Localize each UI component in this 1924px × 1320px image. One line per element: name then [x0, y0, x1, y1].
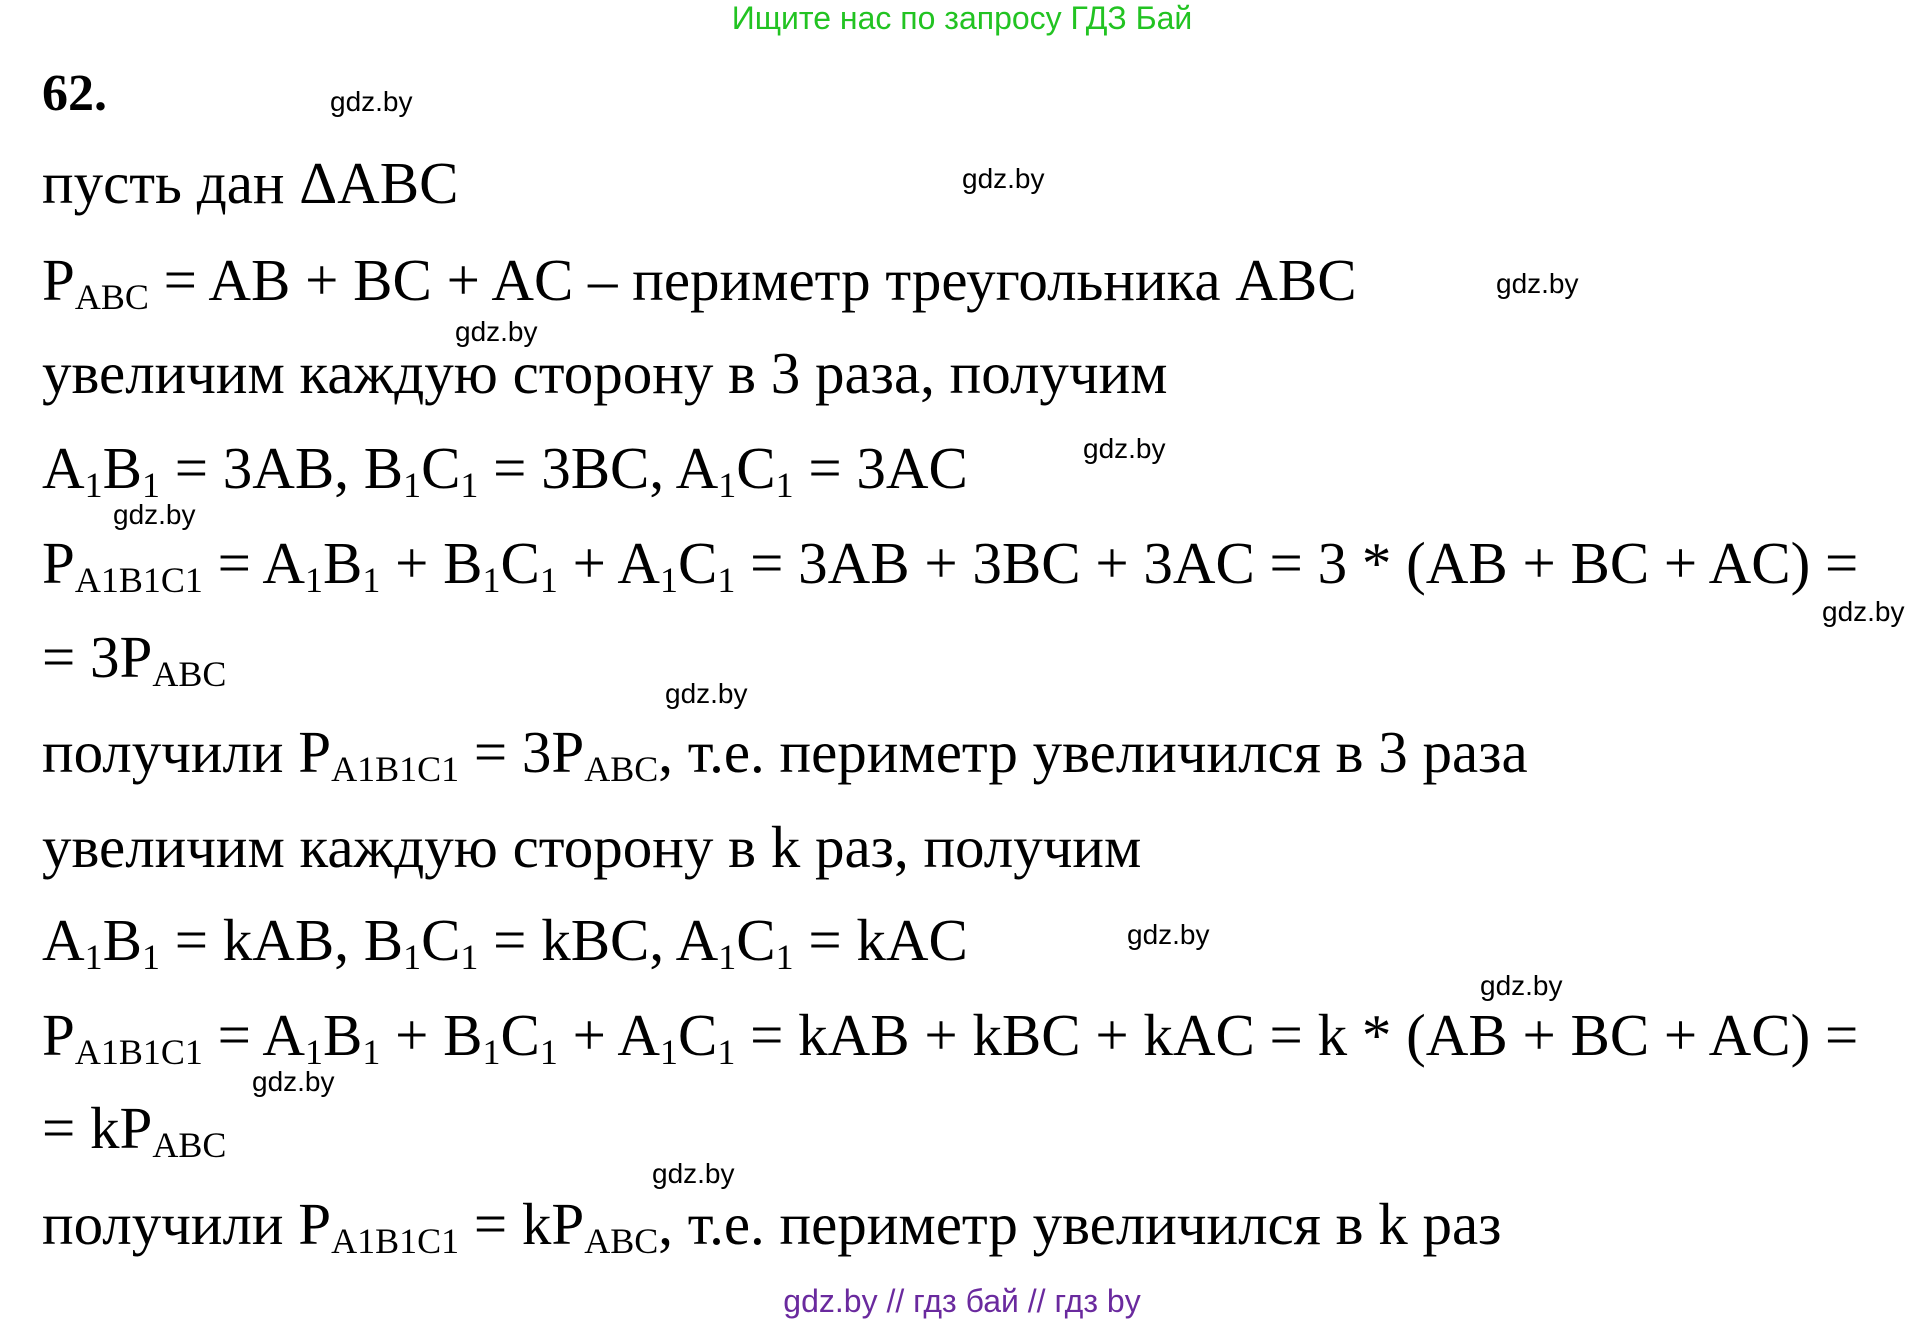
text-segment: = kBC, A — [478, 907, 719, 973]
text-segment: увеличим каждую сторону в 3 раза, получим — [42, 340, 1168, 406]
text-segment: получили P — [42, 719, 332, 785]
problem-number: 62. — [42, 65, 107, 122]
text-line — [42, 1002, 1859, 1072]
subscript: ABC — [74, 277, 149, 317]
subscript: 1 — [775, 465, 794, 505]
text-segment: B — [323, 530, 363, 596]
subscript: 1 — [305, 560, 323, 600]
subscript: ABC — [584, 749, 659, 789]
watermark: gdz.by — [1127, 919, 1210, 950]
text-segment: = 3P — [459, 719, 585, 785]
subscript: 1 — [403, 937, 422, 977]
watermark: gdz.by — [665, 678, 748, 709]
text-line — [42, 435, 968, 505]
text-segment: C — [500, 1002, 540, 1068]
text-segment: = kAB + kBC + kAC = k * (AB + BC + AC) = — [735, 1002, 1859, 1068]
text-line — [42, 719, 1528, 789]
text-segment: C — [678, 1002, 718, 1068]
text-segment: C — [500, 530, 540, 596]
footer-links: gdz.by // гдз бай // гдз by — [783, 1283, 1141, 1319]
text-segment: C — [736, 907, 776, 973]
subscript: 1 — [718, 937, 737, 977]
text-line — [42, 814, 1142, 880]
text-segment: = kAB, B — [159, 907, 404, 973]
subscript: 1 — [482, 560, 501, 600]
text-segment: = kAC — [793, 907, 968, 973]
subscript: A1B1C1 — [331, 1221, 460, 1261]
text-line — [42, 530, 1859, 600]
subscript: 1 — [84, 465, 103, 505]
text-segment: + A — [557, 530, 660, 596]
watermark: gdz.by — [252, 1066, 335, 1097]
subscript: 1 — [362, 560, 381, 600]
text-line — [42, 624, 227, 694]
text-segment: C — [421, 907, 461, 973]
subscript: 1 — [141, 937, 160, 977]
subscript: 1 — [403, 465, 422, 505]
watermark: gdz.by — [1822, 596, 1905, 627]
subscript: 1 — [539, 1032, 558, 1072]
text-line — [42, 150, 459, 216]
text-segment: + B — [380, 1002, 483, 1068]
text-segment: A — [42, 435, 85, 501]
subscript: 1 — [660, 560, 678, 600]
text-segment: = 3BC, A — [478, 435, 719, 501]
text-segment: C — [421, 435, 461, 501]
subscript: 1 — [460, 465, 479, 505]
text-segment: + B — [380, 530, 483, 596]
text-segment: P — [42, 530, 75, 596]
text-segment: = AB + BC + AC – периметр треугольника ABC — [148, 247, 1357, 313]
text-segment: C — [678, 530, 718, 596]
subscript: ABC — [152, 654, 227, 694]
subscript: 1 — [482, 1032, 501, 1072]
text-segment: P — [42, 247, 75, 313]
watermark: gdz.by — [1480, 970, 1563, 1001]
watermark: gdz.by — [330, 86, 413, 117]
subscript: ABC — [584, 1221, 659, 1261]
text-line — [42, 1191, 1502, 1261]
watermark: gdz.by — [1496, 268, 1579, 299]
subscript: 1 — [141, 465, 160, 505]
text-line — [42, 1095, 227, 1165]
text-segment: увеличим каждую сторону в k раз, получим — [42, 814, 1142, 880]
text-segment: , т.е. периметр увеличился в 3 раза — [658, 719, 1528, 785]
text-segment: получили P — [42, 1191, 332, 1257]
subscript: 1 — [84, 937, 103, 977]
text-segment: C — [736, 435, 776, 501]
subscript: 1 — [460, 937, 479, 977]
text-line — [42, 247, 1357, 317]
subscript: 1 — [717, 1032, 736, 1072]
text-segment: = 3AB, B — [159, 435, 404, 501]
watermark: gdz.by — [455, 316, 538, 347]
text-segment: = 3P — [42, 624, 153, 690]
subscript: 1 — [717, 560, 736, 600]
text-segment: B — [323, 1002, 363, 1068]
text-segment: = kP — [42, 1095, 153, 1161]
text-segment: + A — [557, 1002, 660, 1068]
text-segment: = A — [202, 1002, 305, 1068]
text-segment: = 3AC — [793, 435, 968, 501]
text-segment: = A — [202, 530, 305, 596]
text-segment: B — [102, 907, 142, 973]
text-segment: , т.е. периметр увеличился в k раз — [658, 1191, 1502, 1257]
subscript: A1B1C1 — [74, 560, 203, 600]
subscript: 1 — [775, 937, 794, 977]
subscript: A1B1C1 — [331, 749, 460, 789]
text-segment: B — [102, 435, 142, 501]
text-line — [42, 340, 1168, 406]
text-segment: = 3AB + 3BC + 3AC = 3 * (AB + BC + AC) = — [735, 530, 1859, 596]
text-line — [42, 907, 968, 977]
subscript: ABC — [152, 1125, 227, 1165]
subscript: 1 — [305, 1032, 323, 1072]
text-segment: пусть дан ΔABC — [42, 150, 459, 216]
subscript: 1 — [660, 1032, 678, 1072]
subscript: 1 — [539, 560, 558, 600]
search-banner: Ищите нас по запросу ГДЗ Бай — [731, 0, 1193, 36]
text-segment: = kP — [459, 1191, 585, 1257]
text-segment: A — [42, 907, 85, 973]
text-segment: P — [42, 1002, 75, 1068]
subscript: 1 — [362, 1032, 381, 1072]
subscript: A1B1C1 — [74, 1032, 203, 1072]
watermark: gdz.by — [1083, 433, 1166, 464]
watermark: gdz.by — [652, 1158, 735, 1189]
subscript: 1 — [718, 465, 737, 505]
watermark: gdz.by — [962, 163, 1045, 194]
watermark: gdz.by — [113, 499, 196, 530]
